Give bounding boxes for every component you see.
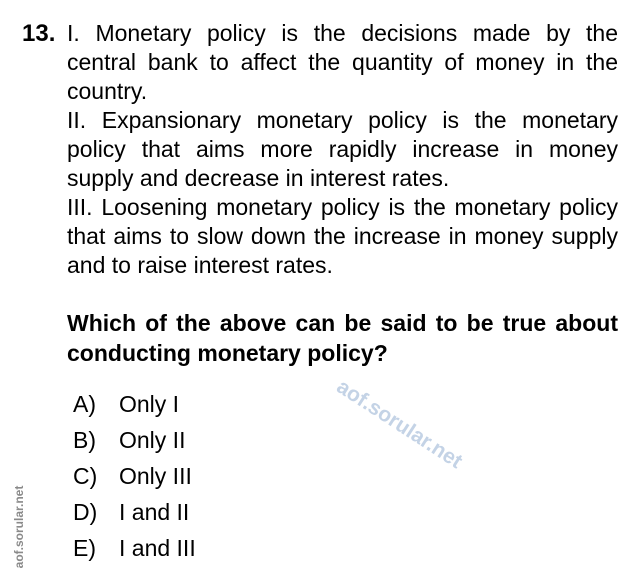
watermark-side: aof.sorular.net xyxy=(12,485,26,569)
option-letter: D) xyxy=(73,499,98,525)
statement-1: I. Monetary policy is the decisions made by the central bank to affect the quantity of money in the country. xyxy=(67,20,618,104)
option-c[interactable] xyxy=(73,460,196,496)
question-statements xyxy=(67,19,618,280)
option-text: Only II xyxy=(119,427,186,453)
question-number: 13. xyxy=(22,20,56,47)
option-letter: B) xyxy=(73,427,96,453)
option-letter: C) xyxy=(73,463,98,489)
option-e[interactable] xyxy=(73,532,196,568)
option-b[interactable] xyxy=(73,424,196,460)
option-text: I and III xyxy=(119,535,196,561)
option-letter: E) xyxy=(73,535,96,561)
statement-2: II. Expansionary monetary policy is the monetary policy that aims more rapidly increase in money supply and decrease in interest rates. xyxy=(67,107,618,191)
option-text: Only III xyxy=(119,463,192,489)
option-letter: A) xyxy=(73,391,96,417)
option-d[interactable] xyxy=(73,496,196,532)
watermark-diagonal: aof.sorular.net xyxy=(332,375,467,474)
option-text: Only I xyxy=(119,391,180,417)
answer-options xyxy=(73,388,196,568)
statement-3: III. Loosening monetary policy is the monetary policy that aims to slow down the increase in money supply and to raise interest rates. xyxy=(67,194,618,278)
option-a[interactable] xyxy=(73,388,196,424)
question-prompt: Which of the above can be said to be true about conducting monetary policy? xyxy=(67,310,618,366)
option-text: I and II xyxy=(119,499,190,525)
